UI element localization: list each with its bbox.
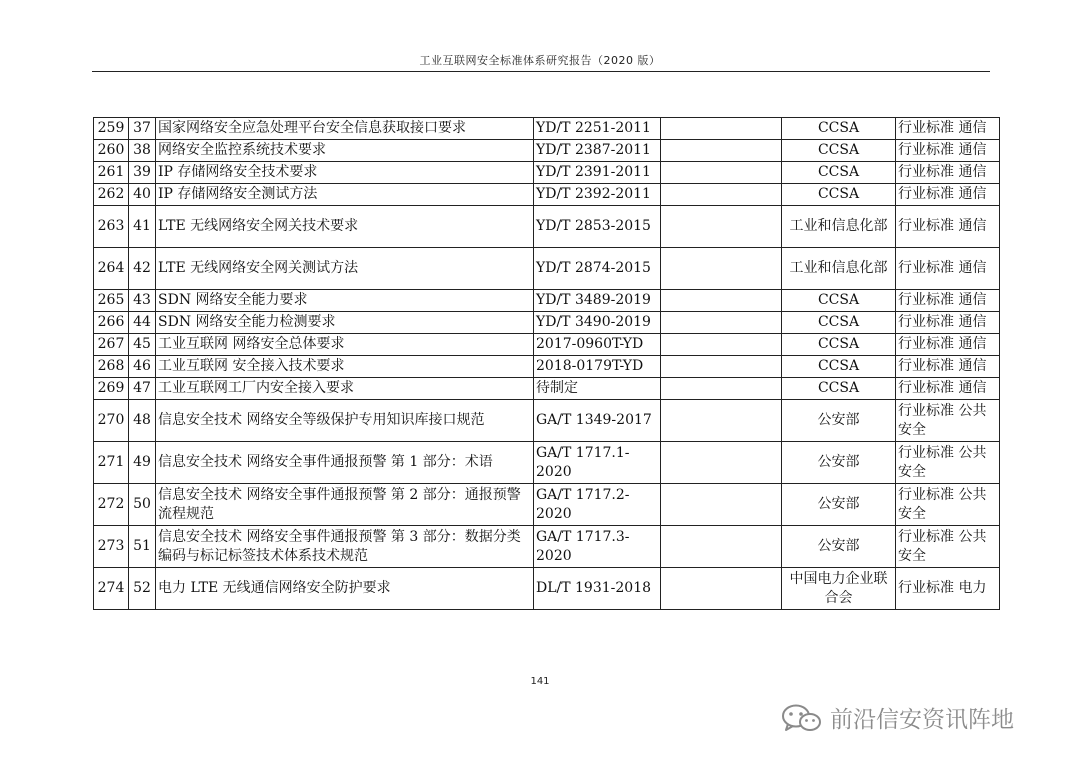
- organization-cell: 公安部: [782, 400, 896, 442]
- organization-cell: CCSA: [782, 312, 896, 334]
- standard-name-cell: 国家网络安全应急处理平台安全信息获取接口要求: [156, 118, 534, 140]
- standard-type-cell: 行业标准 通信: [896, 184, 1000, 206]
- standard-name-cell: 信息安全技术 网络安全等级保护专用知识库接口规范: [156, 400, 534, 442]
- page-number: 141: [530, 676, 550, 687]
- organization-cell: CCSA: [782, 184, 896, 206]
- watermark: [780, 697, 1070, 737]
- blank-cell: [661, 184, 782, 206]
- standard-code-cell: YD/T 2392-2011: [534, 184, 661, 206]
- blank-cell: [661, 526, 782, 568]
- standard-name-cell: 工业互联网 安全接入技术要求: [156, 356, 534, 378]
- row-sub-number-cell: 44: [129, 312, 156, 334]
- blank-cell: [661, 442, 782, 484]
- row-sub-number-cell: 51: [129, 526, 156, 568]
- organization-cell: CCSA: [782, 118, 896, 140]
- standard-code-cell: YD/T 2391-2011: [534, 162, 661, 184]
- row-seq-cell: 263: [94, 206, 129, 248]
- standard-name-cell: LTE 无线网络安全网关技术要求: [156, 206, 534, 248]
- blank-cell: [661, 312, 782, 334]
- table-row: [94, 118, 1000, 140]
- standard-type-cell: 行业标准 公共安全: [896, 442, 1000, 484]
- table-row: [94, 140, 1000, 162]
- table-row: [94, 400, 1000, 442]
- standard-name-cell: 工业互联网 网络安全总体要求: [156, 334, 534, 356]
- blank-cell: [661, 140, 782, 162]
- row-seq-cell: 269: [94, 378, 129, 400]
- organization-cell: CCSA: [782, 356, 896, 378]
- table-row: [94, 484, 1000, 526]
- row-seq-cell: 259: [94, 118, 129, 140]
- row-sub-number-cell: 45: [129, 334, 156, 356]
- standard-type-cell: 行业标准 公共安全: [896, 484, 1000, 526]
- standard-code-cell: YD/T 2387-2011: [534, 140, 661, 162]
- standard-code-cell: 待制定: [534, 378, 661, 400]
- table-row: [94, 526, 1000, 568]
- table-row: [94, 184, 1000, 206]
- blank-cell: [661, 378, 782, 400]
- table-row: [94, 378, 1000, 400]
- standard-name-cell: 工业互联网工厂内安全接入要求: [156, 378, 534, 400]
- organization-cell: 公安部: [782, 484, 896, 526]
- row-sub-number-cell: 42: [129, 248, 156, 290]
- row-sub-number-cell: 48: [129, 400, 156, 442]
- row-seq-cell: 266: [94, 312, 129, 334]
- row-sub-number-cell: 40: [129, 184, 156, 206]
- blank-cell: [661, 206, 782, 248]
- row-seq-cell: 272: [94, 484, 129, 526]
- blank-cell: [661, 568, 782, 610]
- organization-cell: 工业和信息化部: [782, 206, 896, 248]
- table-row: [94, 248, 1000, 290]
- watermark-text: 前沿信安资讯阵地: [830, 707, 1014, 733]
- organization-cell: CCSA: [782, 140, 896, 162]
- organization-cell: 公安部: [782, 442, 896, 484]
- standard-code-cell: GA/T 1717.3-2020: [534, 526, 661, 568]
- standard-name-cell: 网络安全监控系统技术要求: [156, 140, 534, 162]
- standard-name-cell: 信息安全技术 网络安全事件通报预警 第 1 部分：术语: [156, 442, 534, 484]
- standard-name-cell: 信息安全技术 网络安全事件通报预警 第 3 部分：数据分类编码与标记标签技术体系技术规范: [156, 526, 534, 568]
- table-row: [94, 162, 1000, 184]
- standards-table: [93, 117, 1000, 610]
- row-sub-number-cell: 47: [129, 378, 156, 400]
- standard-type-cell: 行业标准 通信: [896, 290, 1000, 312]
- header-rule: [92, 71, 990, 72]
- standard-name-cell: IP 存储网络安全技术要求: [156, 162, 534, 184]
- row-seq-cell: 271: [94, 442, 129, 484]
- table-row: [94, 568, 1000, 610]
- row-seq-cell: 264: [94, 248, 129, 290]
- row-seq-cell: 262: [94, 184, 129, 206]
- row-seq-cell: 267: [94, 334, 129, 356]
- organization-cell: CCSA: [782, 162, 896, 184]
- row-seq-cell: 265: [94, 290, 129, 312]
- page-header-title: 工业互联网安全标准体系研究报告（2020 版）: [419, 54, 661, 67]
- standard-code-cell: YD/T 2853-2015: [534, 206, 661, 248]
- standard-type-cell: 行业标准 电力: [896, 568, 1000, 610]
- row-sub-number-cell: 39: [129, 162, 156, 184]
- standard-code-cell: YD/T 2251-2011: [534, 118, 661, 140]
- standard-name-cell: 电力 LTE 无线通信网络安全防护要求: [156, 568, 534, 610]
- organization-cell: CCSA: [782, 290, 896, 312]
- standard-type-cell: 行业标准 通信: [896, 378, 1000, 400]
- blank-cell: [661, 118, 782, 140]
- standard-code-cell: 2017-0960T-YD: [534, 334, 661, 356]
- row-sub-number-cell: 41: [129, 206, 156, 248]
- blank-cell: [661, 334, 782, 356]
- standard-name-cell: IP 存储网络安全测试方法: [156, 184, 534, 206]
- row-seq-cell: 274: [94, 568, 129, 610]
- organization-cell: CCSA: [782, 334, 896, 356]
- standard-code-cell: YD/T 3490-2019: [534, 312, 661, 334]
- blank-cell: [661, 356, 782, 378]
- table-row: [94, 356, 1000, 378]
- standard-code-cell: GA/T 1349-2017: [534, 400, 661, 442]
- row-sub-number-cell: 52: [129, 568, 156, 610]
- organization-cell: 工业和信息化部: [782, 248, 896, 290]
- blank-cell: [661, 290, 782, 312]
- table-row: [94, 312, 1000, 334]
- organization-cell: 中国电力企业联合会: [782, 568, 896, 610]
- standard-code-cell: 2018-0179T-YD: [534, 356, 661, 378]
- standard-name-cell: SDN 网络安全能力要求: [156, 290, 534, 312]
- standard-type-cell: 行业标准 公共安全: [896, 400, 1000, 442]
- row-sub-number-cell: 38: [129, 140, 156, 162]
- standard-code-cell: DL/T 1931-2018: [534, 568, 661, 610]
- standard-type-cell: 行业标准 通信: [896, 140, 1000, 162]
- standard-code-cell: GA/T 1717.2-2020: [534, 484, 661, 526]
- row-seq-cell: 273: [94, 526, 129, 568]
- standard-type-cell: 行业标准 通信: [896, 118, 1000, 140]
- standard-type-cell: 行业标准 通信: [896, 162, 1000, 184]
- blank-cell: [661, 400, 782, 442]
- table-row: [94, 290, 1000, 312]
- wechat-icon: [780, 703, 824, 733]
- standard-name-cell: LTE 无线网络安全网关测试方法: [156, 248, 534, 290]
- row-sub-number-cell: 49: [129, 442, 156, 484]
- standard-name-cell: 信息安全技术 网络安全事件通报预警 第 2 部分：通报预警流程规范: [156, 484, 534, 526]
- organization-cell: CCSA: [782, 378, 896, 400]
- row-seq-cell: 261: [94, 162, 129, 184]
- row-sub-number-cell: 43: [129, 290, 156, 312]
- standard-type-cell: 行业标准 通信: [896, 312, 1000, 334]
- standard-type-cell: 行业标准 通信: [896, 334, 1000, 356]
- standard-type-cell: 行业标准 通信: [896, 206, 1000, 248]
- standard-code-cell: GA/T 1717.1-2020: [534, 442, 661, 484]
- row-sub-number-cell: 37: [129, 118, 156, 140]
- row-seq-cell: 270: [94, 400, 129, 442]
- row-sub-number-cell: 50: [129, 484, 156, 526]
- blank-cell: [661, 484, 782, 526]
- organization-cell: 公安部: [782, 526, 896, 568]
- standard-type-cell: 行业标准 公共安全: [896, 526, 1000, 568]
- table-row: [94, 442, 1000, 484]
- blank-cell: [661, 162, 782, 184]
- blank-cell: [661, 248, 782, 290]
- standard-type-cell: 行业标准 通信: [896, 248, 1000, 290]
- standard-code-cell: YD/T 2874-2015: [534, 248, 661, 290]
- row-seq-cell: 260: [94, 140, 129, 162]
- table-row: [94, 334, 1000, 356]
- standard-name-cell: SDN 网络安全能力检测要求: [156, 312, 534, 334]
- standard-code-cell: YD/T 3489-2019: [534, 290, 661, 312]
- standard-type-cell: 行业标准 通信: [896, 356, 1000, 378]
- row-seq-cell: 268: [94, 356, 129, 378]
- table-row: [94, 206, 1000, 248]
- row-sub-number-cell: 46: [129, 356, 156, 378]
